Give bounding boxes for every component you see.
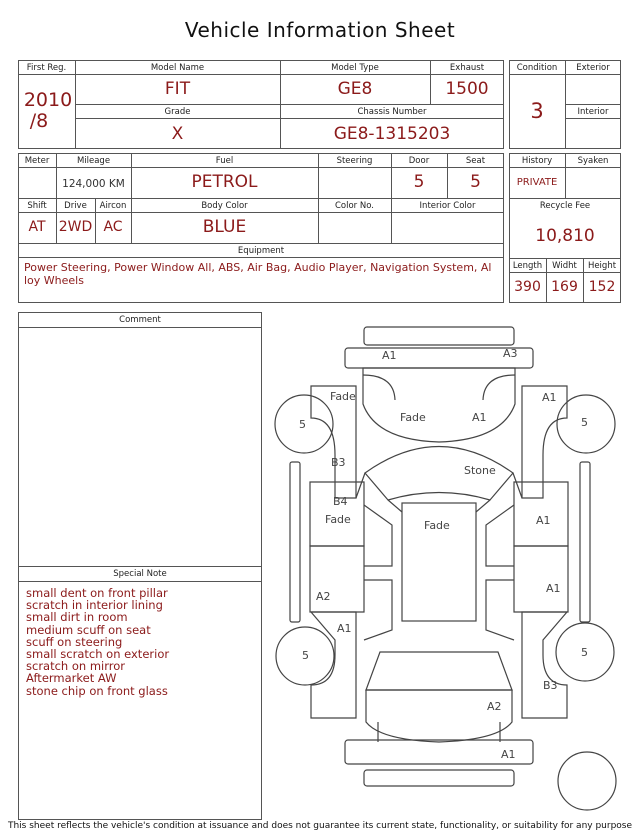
meter-label: Meter <box>24 156 50 166</box>
height-value: 152 <box>588 279 616 295</box>
chassis-number-label: Chassis Number <box>357 107 427 117</box>
drive-label: Drive <box>64 201 87 211</box>
spare-tire <box>558 752 616 810</box>
disclaimer-footer: This sheet reflects the vehicle's condition at issuance and does not guarantee its current state, functionality, or suitability for any purpose <box>7 821 633 831</box>
mileage-value: 124,000 KM <box>62 178 125 190</box>
door-value: 5 <box>413 172 425 192</box>
mark-front-bumper-right: A3 <box>503 347 518 360</box>
mark-front-fender-left: Fade <box>330 390 356 403</box>
mark-rear-bumper: A1 <box>501 748 516 761</box>
rear-fender-right <box>522 612 567 718</box>
recycle-fee-value: 10,810 <box>535 226 595 246</box>
mark-windshield: Stone <box>464 464 496 477</box>
mark-rear-tire-right: 5 <box>581 646 588 659</box>
special-note-item: stone chip on front glass <box>26 683 168 698</box>
aircon-label: Aircon <box>99 201 127 211</box>
height-label: Height <box>587 261 617 271</box>
special-note-item: medium scuff on seat <box>26 622 151 637</box>
rear-glass <box>366 652 512 690</box>
mark-a-pillar-left: B3 <box>331 456 346 469</box>
first-reg-label: First Reg. <box>26 63 67 73</box>
seat-value: 5 <box>470 172 481 192</box>
interior-color-label: Interior Color <box>419 201 476 211</box>
first-reg-year: 2010 <box>23 89 73 111</box>
recycle-fee-label: Recycle Fee <box>539 201 591 211</box>
width-value: 169 <box>551 279 578 295</box>
special-note-item: Aftermarket AW <box>26 671 117 686</box>
side-strip-right <box>580 462 590 622</box>
mark-front-door-right: A1 <box>536 514 551 527</box>
condition-value: 3 <box>530 99 544 123</box>
rear-bumper-bottom <box>364 770 514 786</box>
syaken-label: Syaken <box>577 156 609 166</box>
aircon-value: AC <box>103 219 123 235</box>
mileage-label: Mileage <box>76 156 111 166</box>
mark-rear-tire-left: 5 <box>302 649 309 662</box>
model-name-value: FIT <box>164 79 191 99</box>
body-color-label: Body Color <box>201 201 248 211</box>
fuel-value: PETROL <box>191 172 258 192</box>
history-label: History <box>521 156 553 166</box>
exterior-label: Exterior <box>576 63 610 73</box>
mark-rear-fender-left: A1 <box>337 622 352 635</box>
model-name-label: Model Name <box>150 63 205 73</box>
mark-front-door-left-2: Fade <box>325 513 351 526</box>
interior-label: Interior <box>577 107 609 117</box>
width-label: Widht <box>552 261 577 271</box>
model-type-value: GE8 <box>337 79 373 99</box>
exhaust-value: 1500 <box>445 79 489 99</box>
equipment-line-2: loy Wheels <box>24 274 84 287</box>
mark-trunk: A2 <box>487 700 502 713</box>
steering-label: Steering <box>336 156 373 166</box>
first-reg-month: /8 <box>29 110 49 132</box>
front-bumper-top <box>364 327 514 345</box>
seat-label: Seat <box>465 156 486 166</box>
equipment-line-1: Power Steering, Power Window All, ABS, Air Bag, Audio Player, Navigation System, Al <box>24 261 492 274</box>
special-note-item: scratch in interior lining <box>26 598 163 613</box>
length-label: Length <box>512 261 543 271</box>
mark-rear-door-left: A2 <box>316 590 331 603</box>
shift-label: Shift <box>27 201 47 211</box>
mark-roof: Fade <box>424 519 450 532</box>
special-note-item: small dirt in room <box>26 610 128 625</box>
special-note-item: scratch on mirror <box>26 659 126 674</box>
sheet-title: Vehicle Information Sheet <box>184 18 456 42</box>
model-type-label: Model Type <box>331 63 379 73</box>
length-value: 390 <box>514 279 541 295</box>
shift-value: AT <box>28 219 46 235</box>
special-note-item: scuff on steering <box>26 634 123 649</box>
special-note-label: Special Note <box>113 569 167 579</box>
trunk <box>366 690 512 742</box>
rear-door-right <box>514 546 568 612</box>
hood <box>363 368 515 442</box>
exhaust-label: Exhaust <box>449 63 485 73</box>
fuel-label: Fuel <box>215 156 234 166</box>
comment-label: Comment <box>119 315 161 325</box>
special-note-item: small dent on front pillar <box>26 586 168 600</box>
door-label: Door <box>408 156 430 166</box>
mark-front-tire-left: 5 <box>299 418 306 431</box>
mark-hood-left: Fade <box>400 411 426 424</box>
drive-value: 2WD <box>58 219 93 235</box>
side-strip-left <box>290 462 300 622</box>
mark-rear-door-right: A1 <box>546 582 561 595</box>
special-note-item: small scratch on exterior <box>26 647 170 662</box>
equipment-label: Equipment <box>237 246 285 256</box>
mark-rear-fender-right: B3 <box>543 679 558 692</box>
history-value: PRIVATE <box>516 177 558 188</box>
mark-hood-right: A1 <box>472 411 487 424</box>
mark-front-tire-right: 5 <box>581 416 588 429</box>
grade-label: Grade <box>164 107 191 117</box>
mark-front-bumper-left: A1 <box>382 349 397 362</box>
condition-label: Condition <box>516 63 558 73</box>
grade-value: X <box>171 124 184 144</box>
chassis-number-value: GE8-1315203 <box>333 124 451 144</box>
color-no-label: Color No. <box>334 201 374 211</box>
mark-front-fender-right: A1 <box>542 391 557 404</box>
body-color-value: BLUE <box>202 217 247 237</box>
mark-front-door-left-1: B4 <box>333 495 348 508</box>
